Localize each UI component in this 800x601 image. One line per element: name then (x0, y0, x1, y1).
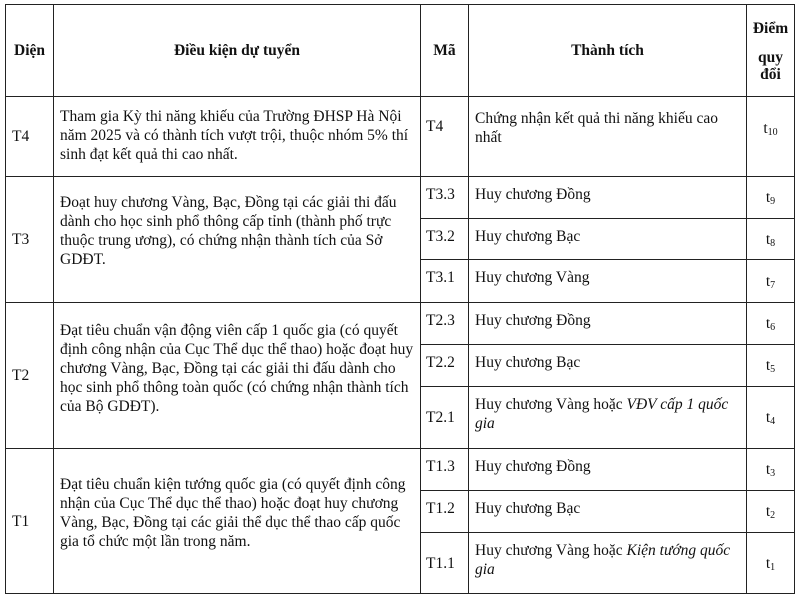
header-diem-line3: đổi (760, 66, 781, 83)
thanh-tich-italic-text: VĐV cấp 1 quốc gia (475, 396, 729, 432)
diem-base: t (765, 554, 771, 572)
admission-criteria-table (5, 4, 795, 594)
dien-cell: T1 (6, 449, 54, 594)
diem-base: t (765, 315, 771, 332)
thanh-tich-text: Chứng nhận kết quả thi năng khiếu cao nhất (475, 110, 718, 146)
thanh-tich-cell (469, 491, 747, 533)
ma-cell: T2.2 (421, 345, 469, 387)
thanh-tich-cell (469, 303, 747, 345)
diem-cell (747, 387, 795, 449)
ma-cell: T1.1 (421, 533, 469, 594)
thanh-tich-italic-text: Kiện tướng quốc gia (475, 542, 731, 578)
header-dien: Diện (6, 5, 54, 97)
diem-base: t (765, 503, 771, 520)
diem-sub: 4 (770, 416, 776, 427)
thanh-tich-cell (469, 219, 747, 260)
diem-cell (747, 260, 795, 303)
diem-sub: 2 (770, 510, 776, 521)
diem-base: t (765, 409, 771, 426)
thanh-tich-text: Huy chương Bạc (475, 228, 581, 245)
ma-cell: T1.3 (421, 449, 469, 491)
diem-base: t (763, 120, 768, 137)
ma-cell: T3.1 (421, 260, 469, 303)
diem-sub: 10 (767, 127, 778, 138)
diem-base: t (765, 461, 771, 478)
diem-cell (747, 97, 795, 177)
dieu-kien-cell: Tham gia Kỳ thi năng khiếu của Trường ĐHSP Hà Nội năm 2025 và có thành tích vượt trội, thuộc nhóm 5% thí sinh đạt kết quả thi cao nhất. (54, 97, 421, 177)
diem-sub: 1 (770, 561, 776, 573)
header-row (6, 5, 795, 97)
thanh-tich-text: Huy chương Đồng (475, 458, 591, 475)
ma-cell: T3.3 (421, 177, 469, 219)
diem-base: t (765, 272, 771, 290)
thanh-tich-text: Huy chương Bạc (475, 354, 581, 371)
thanh-tich-cell (469, 387, 747, 449)
diem-cell (747, 219, 795, 260)
table-row (6, 97, 795, 177)
header-ma: Mã (421, 5, 469, 97)
header-thanh-tich: Thành tích (469, 5, 747, 97)
diem-cell (747, 533, 795, 594)
dieu-kien-cell: Đạt tiêu chuẩn kiện tướng quốc gia (có quyết định công nhận của Cục Thể dục thể thao) hoặc đoạt huy chương Vàng, Bạc, Đồng tại các giải thể dục thể thao cấp quốc gia tổ chức một lần trong năm. (54, 449, 421, 594)
ma-cell: T1.2 (421, 491, 469, 533)
diem-sub: 7 (770, 279, 776, 291)
header-diem-quy-doi (747, 5, 795, 97)
dien-cell: T3 (6, 177, 54, 303)
header-diem-line1: Điểm (752, 20, 789, 37)
diem-cell (747, 491, 795, 533)
thanh-tich-cell (469, 97, 747, 177)
dien-cell: T4 (6, 97, 54, 177)
ma-cell: T4 (421, 97, 469, 177)
ma-cell: T3.2 (421, 219, 469, 260)
ma-cell: T2.1 (421, 387, 469, 449)
thanh-tich-text: Huy chương Vàng hoặc (475, 542, 627, 559)
thanh-tich-cell (469, 449, 747, 491)
dieu-kien-cell: Đạt tiêu chuẩn vận động viên cấp 1 quốc gia (có quyết định công nhận của Cục Thể dục thể thao) hoặc đoạt huy chương Vàng, Bạc, Đồng tại các giải thi đấu dành cho học sinh phổ thông toàn quốc (có chứng nhận thành tích của Bộ GDĐT). (54, 303, 421, 449)
diem-base: t (765, 230, 771, 248)
diem-sub: 6 (770, 322, 776, 333)
diem-sub: 3 (770, 468, 776, 479)
table-row (6, 303, 795, 345)
thanh-tich-text: Huy chương Vàng (475, 269, 590, 286)
diem-cell (747, 177, 795, 219)
diem-base: t (765, 357, 771, 374)
thanh-tich-text: Huy chương Vàng hoặc (475, 396, 627, 413)
thanh-tich-text: Huy chương Đồng (475, 312, 591, 329)
diem-cell (747, 449, 795, 491)
diem-cell (747, 303, 795, 345)
table-row (6, 449, 795, 491)
header-dieu-kien: Điều kiện dự tuyển (54, 5, 421, 97)
thanh-tich-cell (469, 177, 747, 219)
header-diem-line2: quy (758, 49, 783, 66)
diem-sub: 8 (770, 237, 776, 249)
diem-sub: 9 (770, 196, 776, 207)
thanh-tich-cell (469, 345, 747, 387)
thanh-tich-cell (469, 260, 747, 303)
table-row (6, 177, 795, 219)
ma-cell: T2.3 (421, 303, 469, 345)
dieu-kien-cell: Đoạt huy chương Vàng, Bạc, Đồng tại các giải thi đấu dành cho học sinh phổ thông cấp tỉnh (thành phố trực thuộc trung ương), có chứng nhận thành tích của Sở GDĐT. (54, 177, 421, 303)
thanh-tich-cell (469, 533, 747, 594)
dien-cell: T2 (6, 303, 54, 449)
thanh-tich-text: Huy chương Bạc (475, 500, 581, 517)
diem-sub: 5 (770, 364, 776, 375)
diem-cell (747, 345, 795, 387)
diem-base: t (765, 189, 771, 206)
thanh-tich-text: Huy chương Đồng (475, 186, 591, 203)
